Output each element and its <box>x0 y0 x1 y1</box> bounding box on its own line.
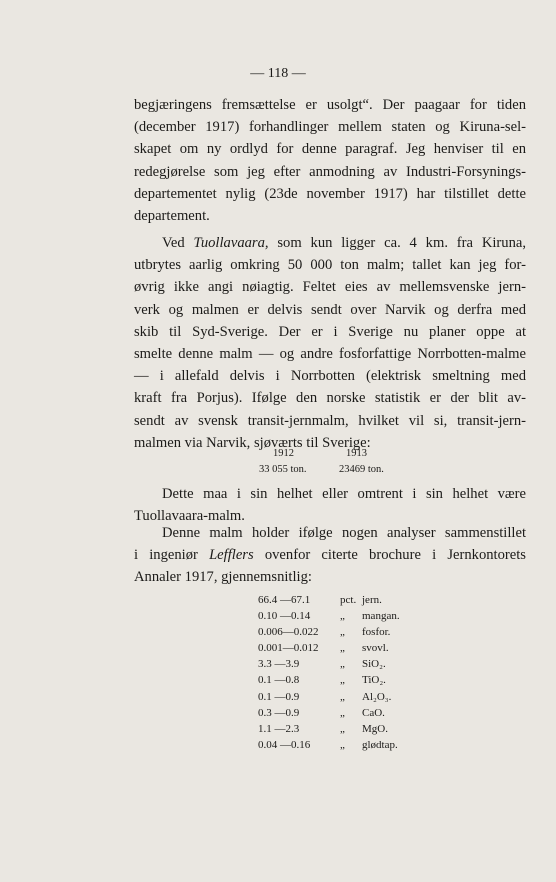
text-line: verk og malmen er delvis sendt over Narvik og derfra med <box>134 301 526 318</box>
place-name-tuollavaara: Tuollavaara, <box>193 235 269 251</box>
analysis-substance: mangan. <box>362 610 400 623</box>
analysis-row <box>258 721 400 737</box>
text-line <box>134 232 526 254</box>
text-fragment: ovenfor citerte brochure i Jernkontorets <box>253 547 526 564</box>
analysis-range: 0.04 —0.16 <box>258 738 311 751</box>
text-fragment: som kun ligger ca. 4 km. fra Kiruna, <box>268 235 527 251</box>
analysis-row <box>258 705 400 721</box>
analysis-range: 66.4 —67.1 <box>258 594 311 606</box>
analysis-row <box>258 672 400 688</box>
analysis-range: 0.001—0.012 <box>258 642 319 655</box>
page-number: — 118 — <box>250 66 306 81</box>
text-line: Denne malm holder ifølge nogen analyser sammenstillet <box>162 525 526 541</box>
text-line: redegjørelse som jeg efter anmodning av Industri-Forsynings- <box>134 163 526 180</box>
analysis-unit: „ <box>340 674 345 687</box>
analysis-row <box>258 608 400 624</box>
text-line: utbrytes aarlig omkring 50 000 ton malm; tallet kan jeg for- <box>134 257 526 274</box>
export-year-1913: 1913 <box>346 448 367 459</box>
text-line: smelte denne malm — og andre fosforfattige Norrbotten-malme <box>134 346 526 363</box>
analysis-range: 3.3 —3.9 <box>258 658 300 671</box>
text-line: skib til Syd-Sverige. Der er i Sverige nu planer oppe at <box>134 323 526 340</box>
analysis-table <box>258 592 400 753</box>
analysis-unit: „ <box>340 738 345 751</box>
analysis-row <box>258 656 400 672</box>
export-year-1912: 1912 <box>273 448 294 459</box>
analysis-range: 0.3 —0.9 <box>258 706 300 719</box>
analysis-unit: „ <box>340 690 345 703</box>
text-line: øvrig ikke angi nøiagtig. Feltet eies av mellemsvenske jern- <box>134 279 526 296</box>
analysis-substance: svovl. <box>362 642 389 655</box>
analysis-substance: CaO. <box>362 706 385 719</box>
analysis-substance: glødtap. <box>362 738 398 751</box>
paragraph-3 <box>134 483 526 527</box>
text-line: Dette maa i sin helhet eller omtrent i sin helhet være <box>162 486 526 502</box>
paragraph-1 <box>134 94 526 227</box>
analysis-unit: pct. <box>340 594 357 606</box>
export-amount-1912: 33 055 ton. <box>259 464 307 475</box>
analysis-unit: „ <box>340 658 345 671</box>
analysis-range: 0.1 —0.8 <box>258 674 300 687</box>
analysis-substance: SiO₂. <box>362 658 386 671</box>
analysis-unit: „ <box>340 706 345 719</box>
text-line: Tuollavaara-malm. <box>134 508 245 525</box>
text-fragment: Ved <box>162 235 194 251</box>
analysis-substance: fosfor. <box>362 626 391 639</box>
paragraph-2 <box>134 232 526 454</box>
analysis-substance: jern. <box>362 594 382 606</box>
analysis-range: 1.1 —2.3 <box>258 722 300 735</box>
text-line: Annaler 1917, gjennemsnitlig: <box>134 569 312 586</box>
analysis-unit: „ <box>340 626 345 639</box>
export-amount-1913: 23469 ton. <box>339 464 384 475</box>
text-fragment: i ingeniør <box>134 547 210 564</box>
analysis-substance: Al₂O₃. <box>362 690 392 703</box>
analysis-row <box>258 640 400 656</box>
text-line: skapet om ny ordlyd for denne paragraf. Jeg henviser til en <box>134 141 526 158</box>
analysis-range: 0.1 —0.9 <box>258 690 300 703</box>
author-name-leffler: Lefflers <box>209 547 254 564</box>
analysis-row <box>258 624 400 640</box>
text-line <box>134 544 526 566</box>
analysis-unit: „ <box>340 722 345 735</box>
text-line: begjæringens fremsættelse er usolgt“. Der paagaar for tiden <box>134 97 526 113</box>
text-line: — i allefald delvis i Norrbotten (elektrisk smeltning med <box>134 368 526 385</box>
analysis-row <box>258 592 400 608</box>
analysis-range: 0.006—0.022 <box>258 626 319 639</box>
analysis-substance: MgO. <box>362 722 388 735</box>
text-line: sendt av svensk transit-jernmalm, hvilket vil si, transit-jern- <box>134 412 526 429</box>
analysis-substance: TiO₂. <box>362 674 386 687</box>
analysis-row <box>258 737 400 753</box>
analysis-unit: „ <box>340 610 345 623</box>
analysis-range: 0.10 —0.14 <box>258 610 311 623</box>
analysis-row <box>258 689 400 705</box>
text-line: departement. <box>134 208 210 225</box>
text-line: departementet nylig (23de november 1917) har tilstillet dette <box>134 185 526 202</box>
text-line: malmen via Narvik, sjøværts til Sverige: <box>134 434 371 451</box>
analysis-unit: „ <box>340 642 345 655</box>
text-line: kraft fra Porjus). Ifølge den norske statistik er der blit av- <box>134 390 526 407</box>
text-line: (december 1917) forhandlinger mellem staten og Kiruna-sel- <box>134 119 526 136</box>
paragraph-4 <box>134 522 526 589</box>
